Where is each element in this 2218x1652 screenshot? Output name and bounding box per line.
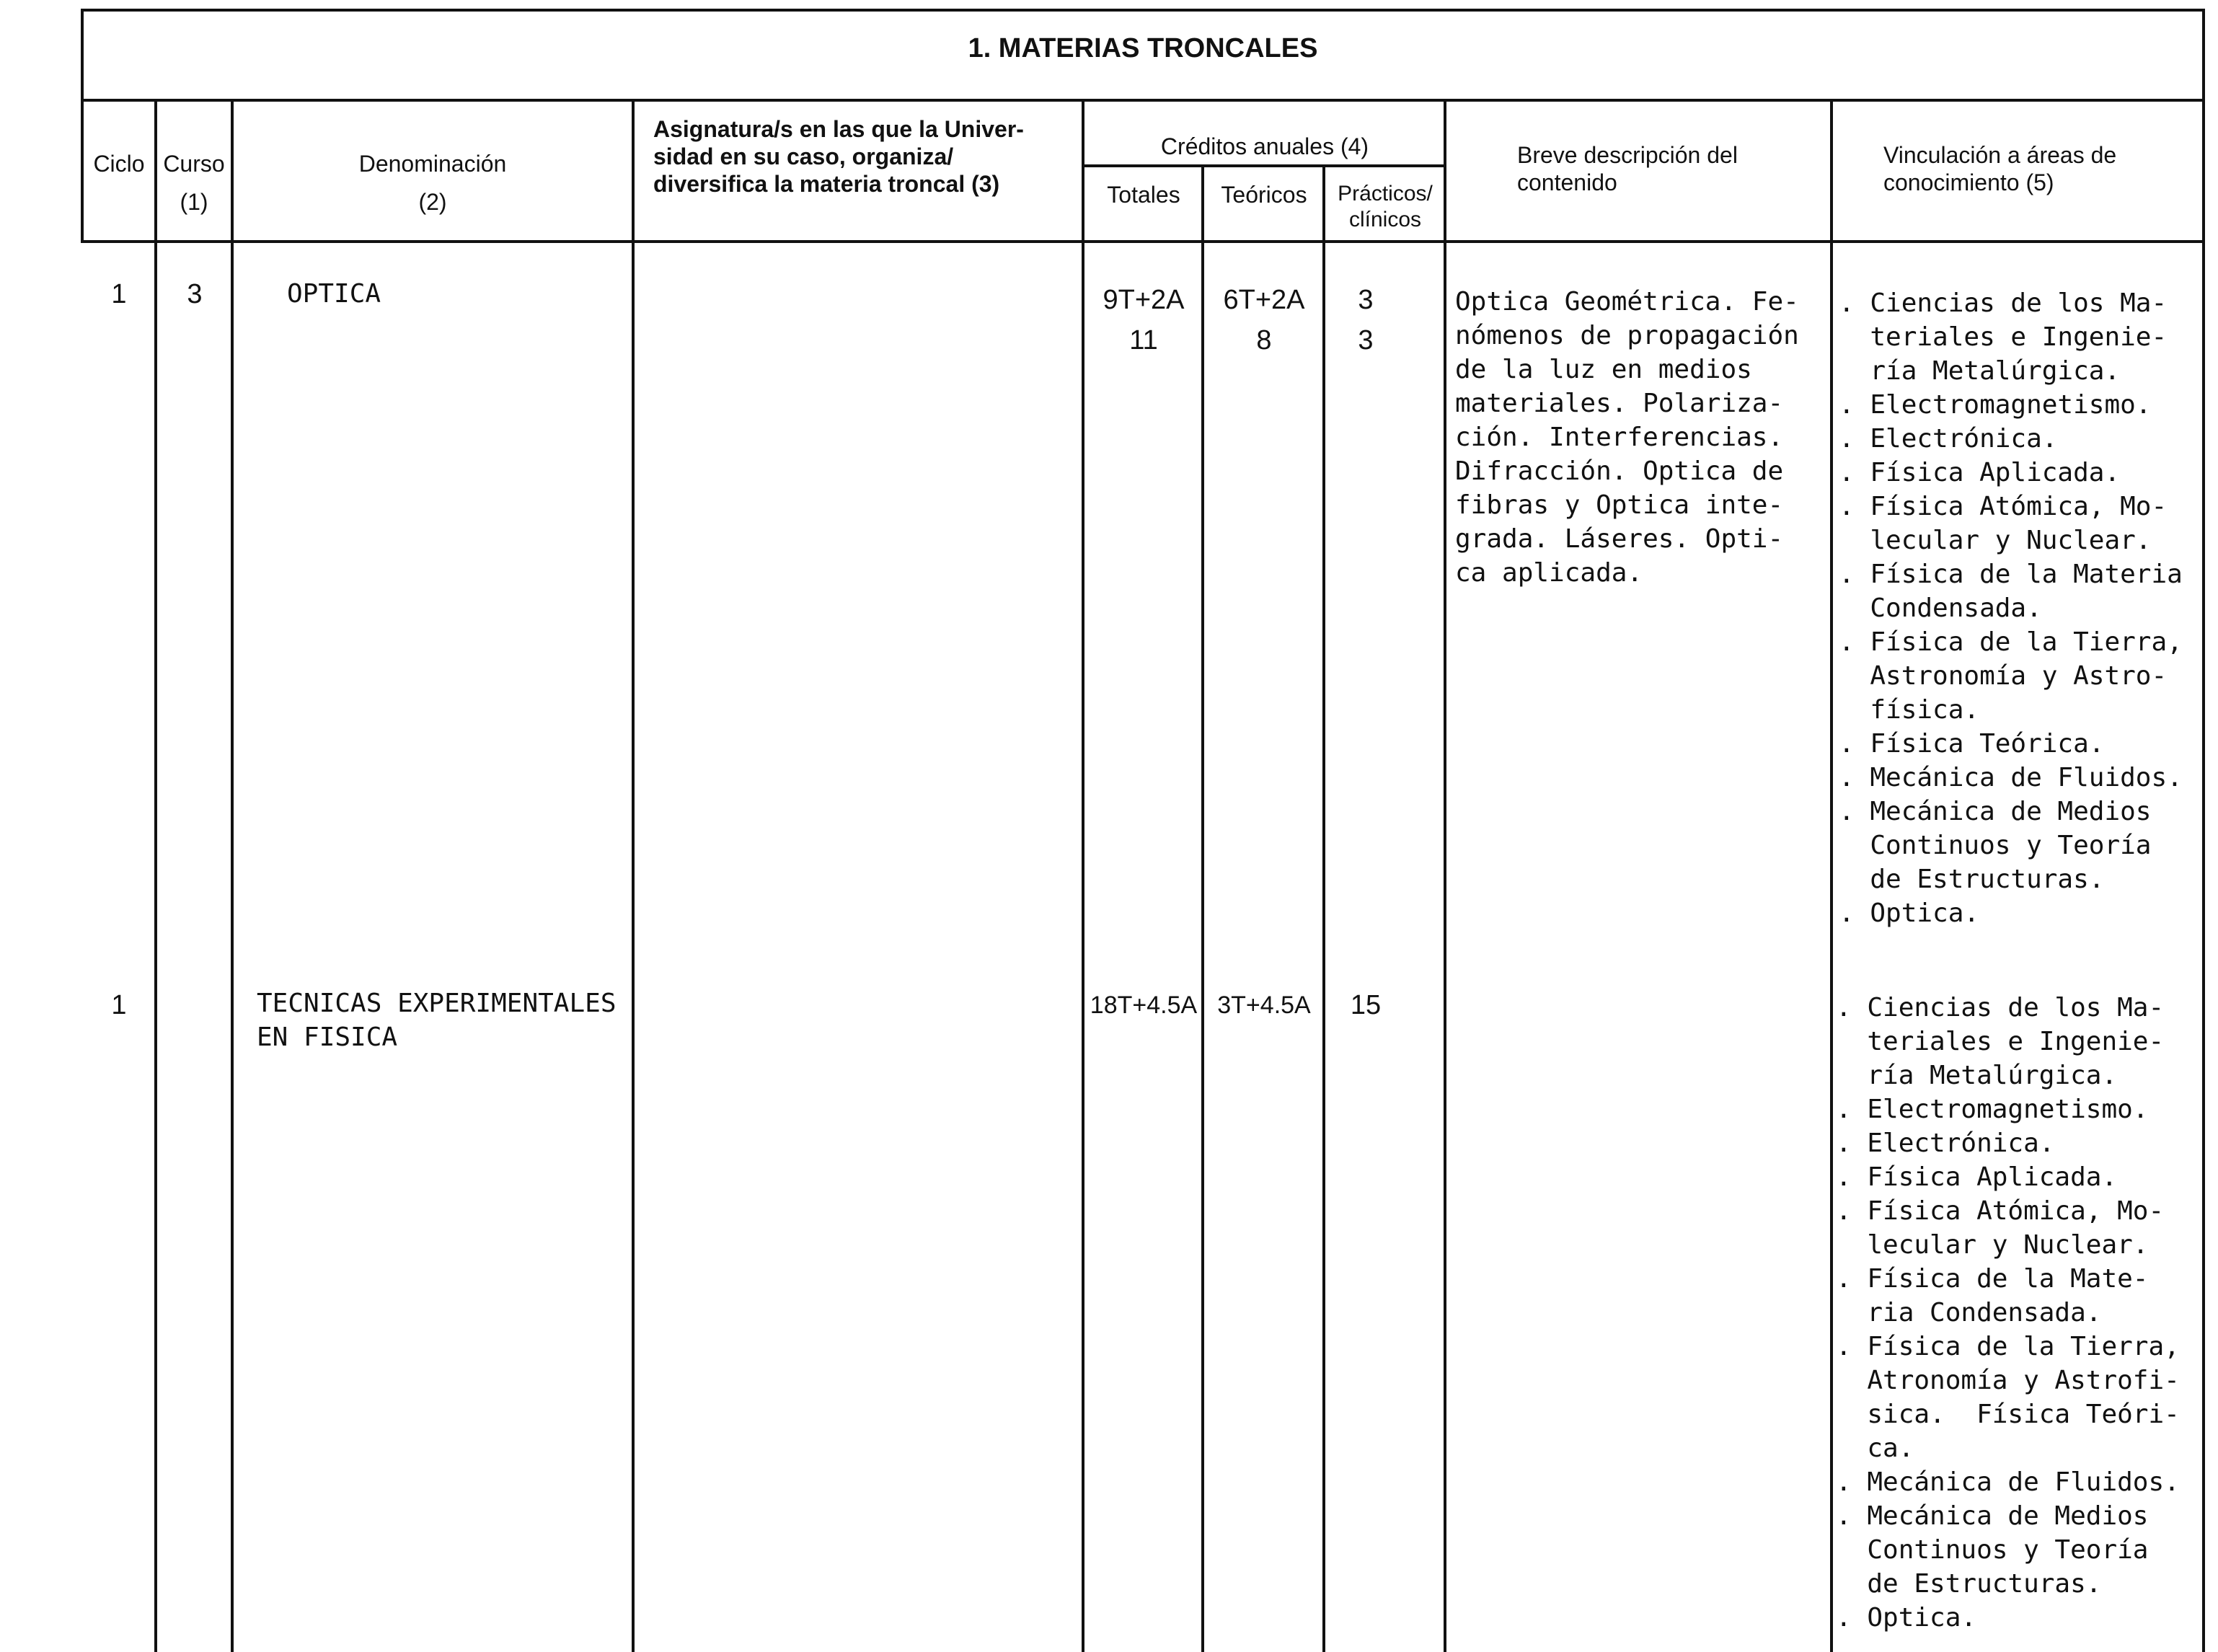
header-ciclo: Ciclo (93, 151, 145, 177)
table-title: 1. MATERIAS TRONCALES (968, 33, 1318, 63)
row1-totales: 9T+2A 11 (1103, 285, 1185, 355)
row2-area-item: . Ciencias de los Ma- teriales e Ingenie- ría Metalúrgica. (1836, 993, 2165, 1090)
row2-area-item: . Física de la Tierra, Atronomía y Astrofi- sica. Física Teóri- ca. (1836, 1332, 2180, 1463)
row2-teoricos: 3T+4.5A (1217, 991, 1311, 1019)
row1-denominacion: OPTICA (287, 279, 381, 309)
title-separator (81, 99, 2205, 102)
row1-descripcion: Optica Geométrica. Fe- nómenos de propagación de la luz en medios materiales. Polariza- ción. Interferencias. Difracción. Optica de fibras y Optica inte- grada. Láseres. Opti- ca aplicada. (1455, 287, 1799, 588)
row1-area-item: . Física de la Tierra, Astronomía y Astro- física. (1839, 627, 2183, 725)
column-divider-teoricos (1322, 164, 1325, 1652)
row2-practicos: 15 (1350, 990, 1382, 1020)
row2-area-item: . Física Atómica, Mo- lecular y Nuclear. (1836, 1196, 2165, 1260)
row2-area-item: . Optica. (1836, 1603, 1977, 1633)
row2-area-item: . Física de la Mate- ria Condensada. (1836, 1264, 2149, 1328)
row1-ciclo: 1 (111, 279, 127, 309)
column-divider-totales (1201, 164, 1204, 1652)
row1-area-item: . Física Aplicada. (1839, 458, 2121, 487)
row1-area-item: . Ciencias de los Ma- teriales e Ingenie- ría Metalúrgica. (1839, 288, 2168, 386)
table-top-border (81, 9, 2205, 12)
column-divider-ciclo (154, 99, 157, 1652)
row1-area-item: . Física de la Materia Condensada. (1839, 560, 2183, 623)
column-divider-denominacion (632, 99, 635, 1652)
row1-area-item: . Física Atómica, Mo- lecular y Nuclear. (1839, 492, 2168, 555)
header-descripcion: Breve descripción del contenido (1517, 142, 1738, 195)
header-vinculacion: Vinculación a áreas de conocimiento (5) (1883, 142, 2117, 195)
row2-area-item: . Física Aplicada. (1836, 1162, 2118, 1192)
header-separator (81, 240, 2205, 243)
header-asignaturas: Asignatura/s en las que la Univer- sidad en su caso, organiza/ diversifica la materia troncal (3) (653, 116, 1024, 197)
row1-teoricos: 6T+2A 8 (1223, 285, 1305, 355)
row2-area-item: . Electrónica. (1836, 1128, 2055, 1158)
row1-area-item: . Mecánica de Fluidos. (1839, 763, 2183, 792)
header-denominacion-note: (2) (418, 189, 447, 215)
row2-area-item: . Electromagnetismo. (1836, 1095, 2149, 1124)
row1-practicos: 3 3 (1358, 285, 1374, 355)
table-right-border (2202, 9, 2205, 1652)
row1-curso: 3 (187, 279, 203, 309)
header-denominacion: Denominación (358, 151, 507, 177)
credits-subheader-line (1082, 164, 1445, 167)
column-divider-curso (231, 99, 234, 1652)
row1-area-item: . Física Teórica. (1839, 729, 2105, 759)
header-practicos-clinicos: Prácticos/ clínicos (1338, 182, 1433, 231)
row1-area-item: . Optica. (1839, 898, 1980, 928)
column-divider-descripcion (1830, 99, 1833, 1652)
row2-area-item: . Mecánica de Fluidos. (1836, 1467, 2180, 1497)
row2-areas-list (1836, 991, 2180, 1635)
row2-area-item: . Mecánica de Medios Continuos y Teoría de Estructuras. (1836, 1501, 2149, 1599)
header-totales: Totales (1107, 182, 1180, 208)
row1-area-item: . Electrónica. (1839, 424, 2058, 454)
row1-area-item: . Electromagnetismo. (1839, 390, 2152, 420)
header-teoricos: Teóricos (1221, 182, 1307, 208)
row2-ciclo: 1 (111, 990, 127, 1020)
header-creditos-anuales: Créditos anuales (4) (1160, 133, 1369, 159)
header-curso: Curso (163, 151, 225, 177)
column-divider-practicos (1444, 99, 1446, 1652)
row1-area-item: . Mecánica de Medios Continuos y Teoría de Estructuras. (1839, 797, 2152, 894)
row2-totales: 18T+4.5A (1090, 991, 1198, 1019)
row1-areas-list (1839, 286, 2183, 930)
header-curso-note: (1) (180, 189, 208, 215)
row2-denominacion: TECNICAS EXPERIMENTALES EN FISICA (257, 989, 617, 1052)
